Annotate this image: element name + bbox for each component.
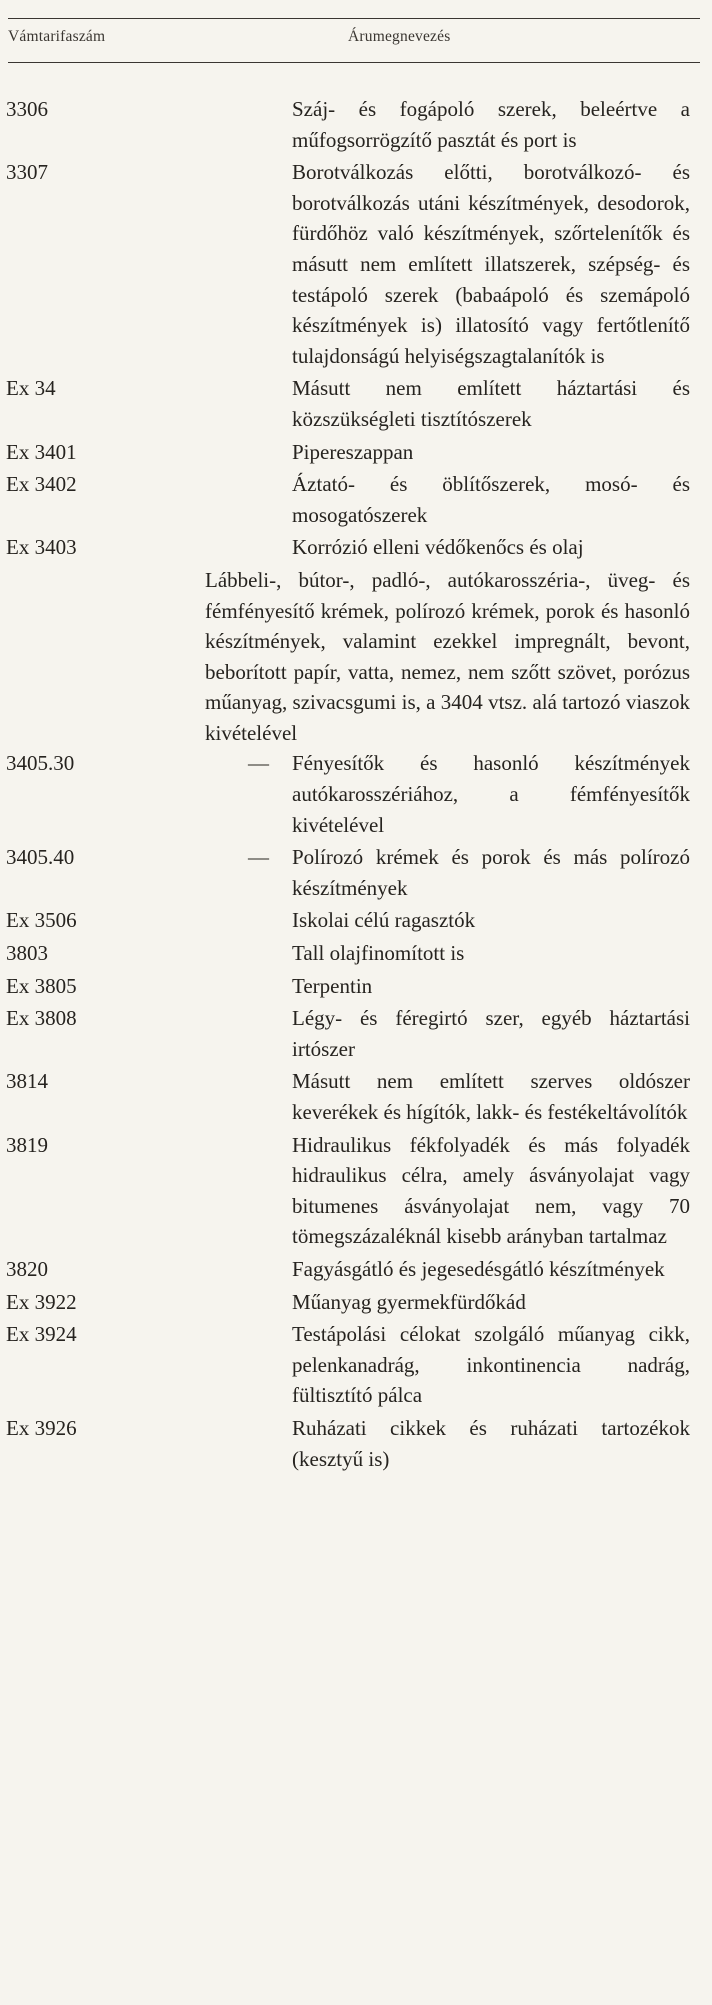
top-rule (8, 18, 700, 19)
product-description: Testápolási célokat szolgáló műanyag cikk, pelenkanadrág, inkontinencia nadrág, fültisztító pálca (292, 1322, 690, 1408)
product-description: Terpentin (292, 973, 373, 998)
tariff-code: Ex 3926 (6, 1415, 77, 1440)
product-description: Polírozó krémek és porok és más polírozó készítmények (292, 845, 690, 900)
product-description: Fagyásgátló és jegesedésgátló készítmények (292, 1256, 665, 1281)
table-row-description-wide: Lábbeli-, bútor-, padló-, autókarosszéria-, üveg- és fémfényesítő krémek, polírozó krémek, porok és hasonló készítmények, valamint ezekkel impregnált, bevont, beborított papír, vatta, nemez, nem szőtt szövet, porózus műanyag, szivacsgumi is, a 3404 vtsz. alá tartozó viaszok kivételével (205, 567, 690, 745)
table-row (0, 373, 712, 434)
tariff-code: 3306 (6, 97, 48, 121)
table-row (0, 157, 712, 371)
tariff-code: 3803 (6, 941, 48, 966)
table-row (0, 94, 712, 155)
product-description: Műanyag gyermekfürdőkád (292, 1289, 526, 1314)
product-description: Áztató- és öblítőszerek, mosó- és mosogatószerek (292, 472, 690, 527)
tariff-code: Ex 3808 (6, 1006, 77, 1031)
tariff-code: 3405.30 (6, 751, 75, 776)
product-description: Légy- és féregirtó szer, egyéb háztartási irtószer (292, 1006, 690, 1061)
table-row (0, 748, 712, 840)
column-header-code: Vámtarifaszám (8, 28, 106, 45)
tariff-code: Ex 3924 (6, 1322, 77, 1347)
table-row (0, 1254, 712, 1285)
table-row (0, 1130, 712, 1252)
table-row (0, 1066, 712, 1127)
product-description: Hidraulikus fékfolyadék és más folyadék hidraulikus célra, amely ásványolajat vagy bitumenes ásványolajat nem, vagy 70 tömegszázaléknál kisebb arányban tartalmaz (292, 1132, 690, 1249)
row-gap (0, 1474, 712, 1476)
product-description: Iskolai célú ragasztók (292, 908, 476, 933)
product-description: Fényesítők és hasonló készítmények autókarosszériához, a fémfényesítők kivételével (292, 751, 690, 837)
product-description: Ruházati cikkek és ruházati tartozékok (kesztyű is) (292, 1415, 690, 1471)
tariff-code: Ex 3506 (6, 908, 77, 933)
product-description: Pipereszappan (292, 439, 414, 464)
tariff-code: Ex 3403 (6, 535, 77, 560)
table-row (0, 842, 712, 903)
tariff-code: 3307 (6, 160, 48, 185)
table-row (0, 938, 712, 969)
table-row (0, 469, 712, 530)
column-header-name: Árumegnevezés (348, 28, 451, 45)
tariff-table (0, 94, 712, 1476)
product-description: Borotválkozás előtti, borotválkozó- és borotválkozás utáni készítmények, desodorok, fürdőhöz való készítmények, szőrtelenítők és másutt nem említett illatszerek, szépség- és testápoló szerek (babaápoló és szemápoló készítmények is) illatosító vagy fertőtlenítő tulajdonságú helyiségszagtalanítók is (292, 160, 690, 368)
table-row (0, 1003, 712, 1064)
product-description: Korrózió elleni védőkenőcs és olaj (292, 535, 584, 560)
table-row (0, 1287, 712, 1318)
product-description: Másutt nem említett szerves oldószer keverékek és hígítók, lakk- és festékeltávolítók (292, 1069, 690, 1124)
tariff-code: 3405.40 (6, 845, 75, 870)
product-description: Száj- és fogápoló szerek, beleértve a műfogsorrögzítő pasztát és port is (292, 97, 690, 152)
header-rule (8, 62, 700, 63)
tariff-code: Ex 3401 (6, 439, 77, 464)
tariff-code: Ex 3805 (6, 973, 77, 998)
product-description: Másutt nem említett háztartási és közszükségleti tisztítószerek (292, 376, 690, 431)
table-row (0, 1413, 712, 1474)
table-row (0, 971, 712, 1002)
tariff-code: Ex 3922 (6, 1289, 77, 1314)
table-row (0, 1319, 712, 1411)
table-row (0, 437, 712, 468)
tariff-code: Ex 34 (6, 376, 56, 401)
tariff-code: 3814 (6, 1069, 48, 1094)
subheading-dash: — (248, 845, 269, 870)
subheading-dash: — (248, 751, 269, 776)
table-row (0, 905, 712, 936)
tariff-code: 3819 (6, 1132, 48, 1157)
table-row (0, 532, 712, 563)
tariff-code: 3820 (6, 1256, 48, 1281)
product-description: Tall olajfinomított is (292, 941, 465, 966)
tariff-code: Ex 3402 (6, 472, 77, 497)
